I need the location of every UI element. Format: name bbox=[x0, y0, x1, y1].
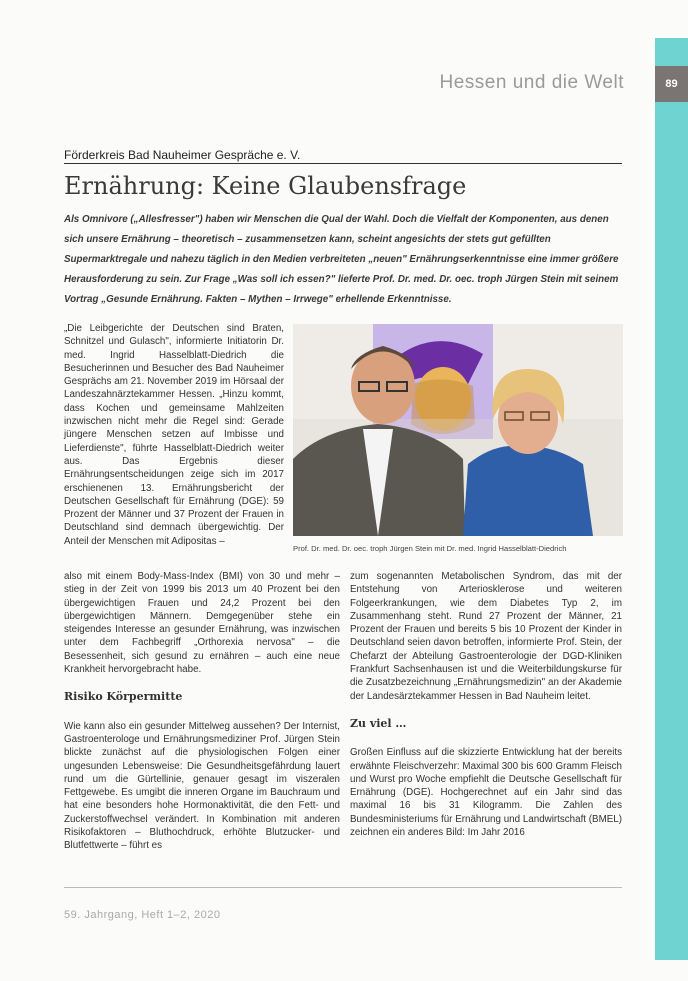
column-left-top bbox=[64, 322, 284, 548]
subheading-risiko: Risiko Körpermitte bbox=[64, 690, 183, 704]
paragraph: also mit einem Body-Mass-Index (BMI) von 30 und mehr – stieg in der Zeit von 1999 bis 2013 um 40 Prozent bei den übergewichtigen Frauen und 24,2 Prozent bei den übergewichtigen Männern. Demgegenüber stehe ein steigendes Interesse an gesunder Ernährung, was inzwischen unter dem Fachbegriff „Orthorexia nervosa" – die Besessenheit, sich gesund zu ernähren – auch eine neue Krankheit hervorgebracht habe. bbox=[64, 571, 340, 676]
header-rule bbox=[64, 163, 622, 164]
subheading-zu-viel: Zu viel … bbox=[350, 716, 407, 730]
section-title: Hessen und die Welt bbox=[439, 72, 624, 93]
paragraph: „Die Leibgerichte der Deutschen sind Braten, Schnitzel und Gulasch", informierte Initiatorin Dr. med. Ingrid Hasselblatt-Diedrich die Besucherinnen und Besucher des Bad Nauheimer Gesprächs am 21. November 2019 im Hörsaal der Landeszahnärztekammer Hessen. „Hinzu kommt, dass Kochen und gemeinsame Mahlzeiten inzwischen nicht mehr die Regel sind: Gerade jüngere Menschen setzen auf Imbisse und Lieferdienste", führte Hasselblatt-Diedrich weiter aus. Das Ergebnis dieser Ernährungsentscheidungen zeige sich im 2017 erschienenen 13. Ernährungsbericht der Deutschen Gesellschaft für Ernährung (DGE): 59 Prozent der Männer und 37 Prozent der Frauen in Deutschland sind demnach übergewichtig. Der Anteil der Menschen mit Adipositas – bbox=[64, 323, 284, 547]
article-photo bbox=[293, 324, 623, 536]
issue-info: 59. Jahrgang, Heft 1–2, 2020 bbox=[64, 909, 221, 921]
article-title: Ernährung: Keine Glaubensfrage bbox=[64, 172, 467, 200]
association-name: Förderkreis Bad Nauheimer Gespräche e. V. bbox=[64, 148, 301, 162]
page-number: 89 bbox=[655, 66, 688, 102]
paragraph: zum sogenannten Metabolischen Syndrom, das mit der Entstehung von Arteriosklerose und weiteren Folgeerkrankungen, wie dem Diabetes Typ 2, im Zusammenhang steht. Rund 27 Prozent der Männer, 21 Prozent der Frauen und bereits 5 bis 10 Prozent der Kinder in Deutschland seien davon betroffen, informierte Prof. Stein, der Chefarzt der Abteilung Gastroenterologie der DGD-Kliniken Frankfurt Sachsenhausen ist und die Weiterbildungskurse für die Zusatzbezeichnung „Ernährungsmedizin" an der Akademie der Landesärztekammer Hessen in Bad Nauheim leitet. bbox=[350, 571, 622, 702]
photo-caption: Prof. Dr. med. Dr. oec. troph Jürgen Stein mit Dr. med. Ingrid Hasselblatt-Diedrich bbox=[293, 544, 567, 553]
accent-bar bbox=[655, 38, 688, 960]
column-left-bottom bbox=[64, 570, 340, 853]
photo-illustration bbox=[293, 324, 623, 536]
footer-rule bbox=[64, 887, 622, 888]
column-right bbox=[350, 570, 622, 839]
article-lead: Als Omnivore („Allesfresser") haben wir Menschen die Qual der Wahl. Doch die Vielfalt der Komponenten, aus denen sich unsere Ernährung – theoretisch – zusammensetzen kann, scheint angesichts der stets gut gefüllten Supermarktregale und nahezu täglich in den Medien verbreiteten „neuen" Ernährungserkenntnisse eine immer größere Herausforderung zu sein. Zur Frage „Was soll ich essen?" lieferte Prof. Dr. med. Dr. oec. troph Jürgen Stein mit seinem Vortrag „Gesunde Ernährung. Fakten – Mythen – Irrwege" erhellende Erkenntnisse. bbox=[64, 214, 619, 305]
paragraph: Wie kann also ein gesunder Mittelweg aussehen? Der Internist, Gastroenterologe und Ernährungsmediziner Prof. Jürgen Stein blickte zunächst auf die physiologischen Folgen einer ungesunden Lebensweise: Die Gesundheitsgefährdung lauert rund um die Gürtellinie, genauer gesagt im viszeralen Fettgewebe. Es umgibt die inneren Organe im Bauchraum und hat eine besonders hohe Hormonaktivität, die den Fett- und Zuckerstoffwechsel verändert. In Kombination mit anderen Risikofaktoren – Bluthochdruck, erhöhte Blutzucker- und Blutfettwerte – führt es bbox=[64, 720, 340, 852]
paragraph: Großen Einfluss auf die skizzierte Entwicklung hat der bereits erwähnte Fleischverzehr: Maximal 300 bis 600 Gramm Fleisch und Wurst pro Woche empfiehlt die Deutsche Gesellschaft für Ernährung (DGE). Hochgerechnet auf ein Jahr sind das maximal 16 bis 31 Kilogramm. Die Zahlen des Bundesministeriums für Ernährung und Landwirtschaft (BMEL) zeichnen ein anderes Bild: Im Jahr 2016 bbox=[350, 747, 622, 839]
